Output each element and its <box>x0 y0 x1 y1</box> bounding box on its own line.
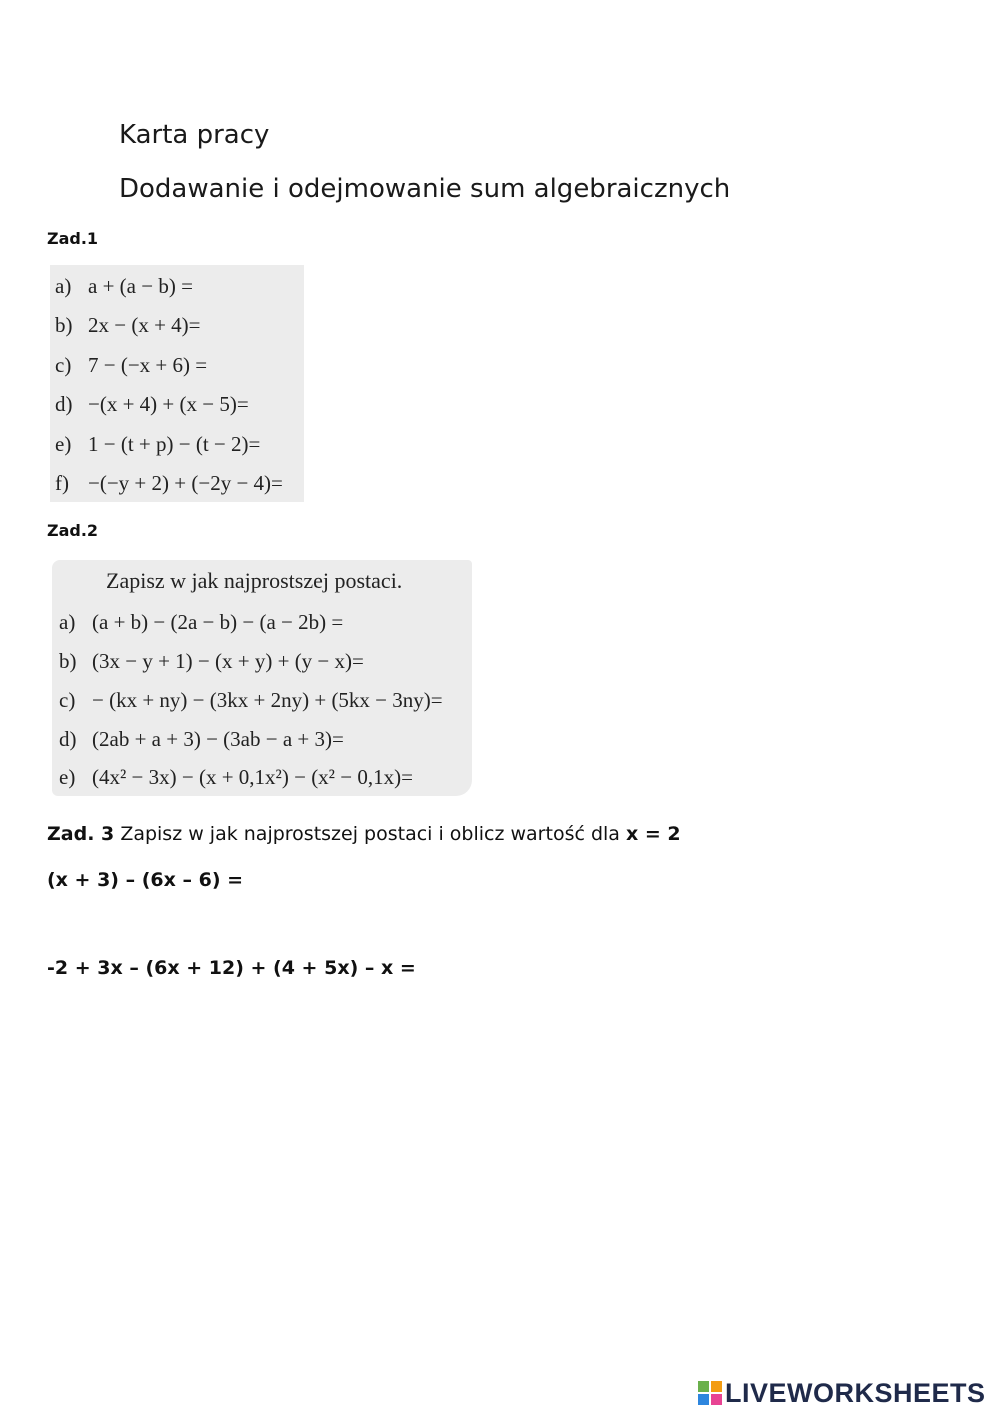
zad2-item-d: d) (2ab + a + 3) − (3ab − a + 3)= <box>59 727 344 751</box>
zad1-item-b: b) 2x − (x + 4)= <box>55 313 201 337</box>
zad1-item-f: f) −(−y + 2) + (−2y − 4)= <box>55 471 283 495</box>
zad3-prompt <box>47 823 681 845</box>
zad2-label: Zad.2 <box>47 521 99 540</box>
zad2-scanned-box <box>52 560 472 796</box>
zad1-item-d: d) −(x + 4) + (x − 5)= <box>55 392 249 416</box>
zad2-instruction: Zapisz w jak najprostszej postaci. <box>106 568 403 593</box>
zad1-item-e: e) 1 − (t + p) − (t − 2)= <box>55 432 261 456</box>
liveworksheets-logo <box>698 1376 986 1410</box>
logo-text: LIVEWORKSHEETS <box>725 1377 986 1408</box>
zad1-label: Zad.1 <box>47 229 99 248</box>
zad3-equation-1: (x + 3) – (6x – 6) = <box>47 869 244 891</box>
zad3-value: x = 2 <box>625 823 681 845</box>
zad1-item-a: a) a + (a − b) = <box>55 274 193 298</box>
zad2-item-a: a) (a + b) − (2a − b) − (a − 2b) = <box>59 610 344 634</box>
worksheet-title: Karta pracy <box>119 120 270 150</box>
worksheet-subtitle: Dodawanie i odejmowanie sum algebraicznych <box>119 174 731 204</box>
zad2-item-b: b) (3x − y + 1) − (x + y) + (y − x)= <box>59 649 364 673</box>
zad3-label: Zad. 3 <box>47 823 115 845</box>
zad2-item-e: e) (4x² − 3x) − (x + 0,1x²) − (x² − 0,1x)= <box>59 765 413 789</box>
liveworksheets-icon <box>698 1381 722 1405</box>
zad1-scanned-box <box>50 265 304 502</box>
zad2-item-c: c) − (kx + ny) − (3kx + 2ny) + (5kx − 3ny)= <box>59 688 443 712</box>
zad1-item-c: c) 7 − (−x + 6) = <box>55 353 208 377</box>
zad3-text: Zapisz w jak najprostszej postaci i oblicz wartość dla <box>120 823 620 845</box>
zad3-equation-2: -2 + 3x – (6x + 12) + (4 + 5x) – x = <box>47 957 416 979</box>
